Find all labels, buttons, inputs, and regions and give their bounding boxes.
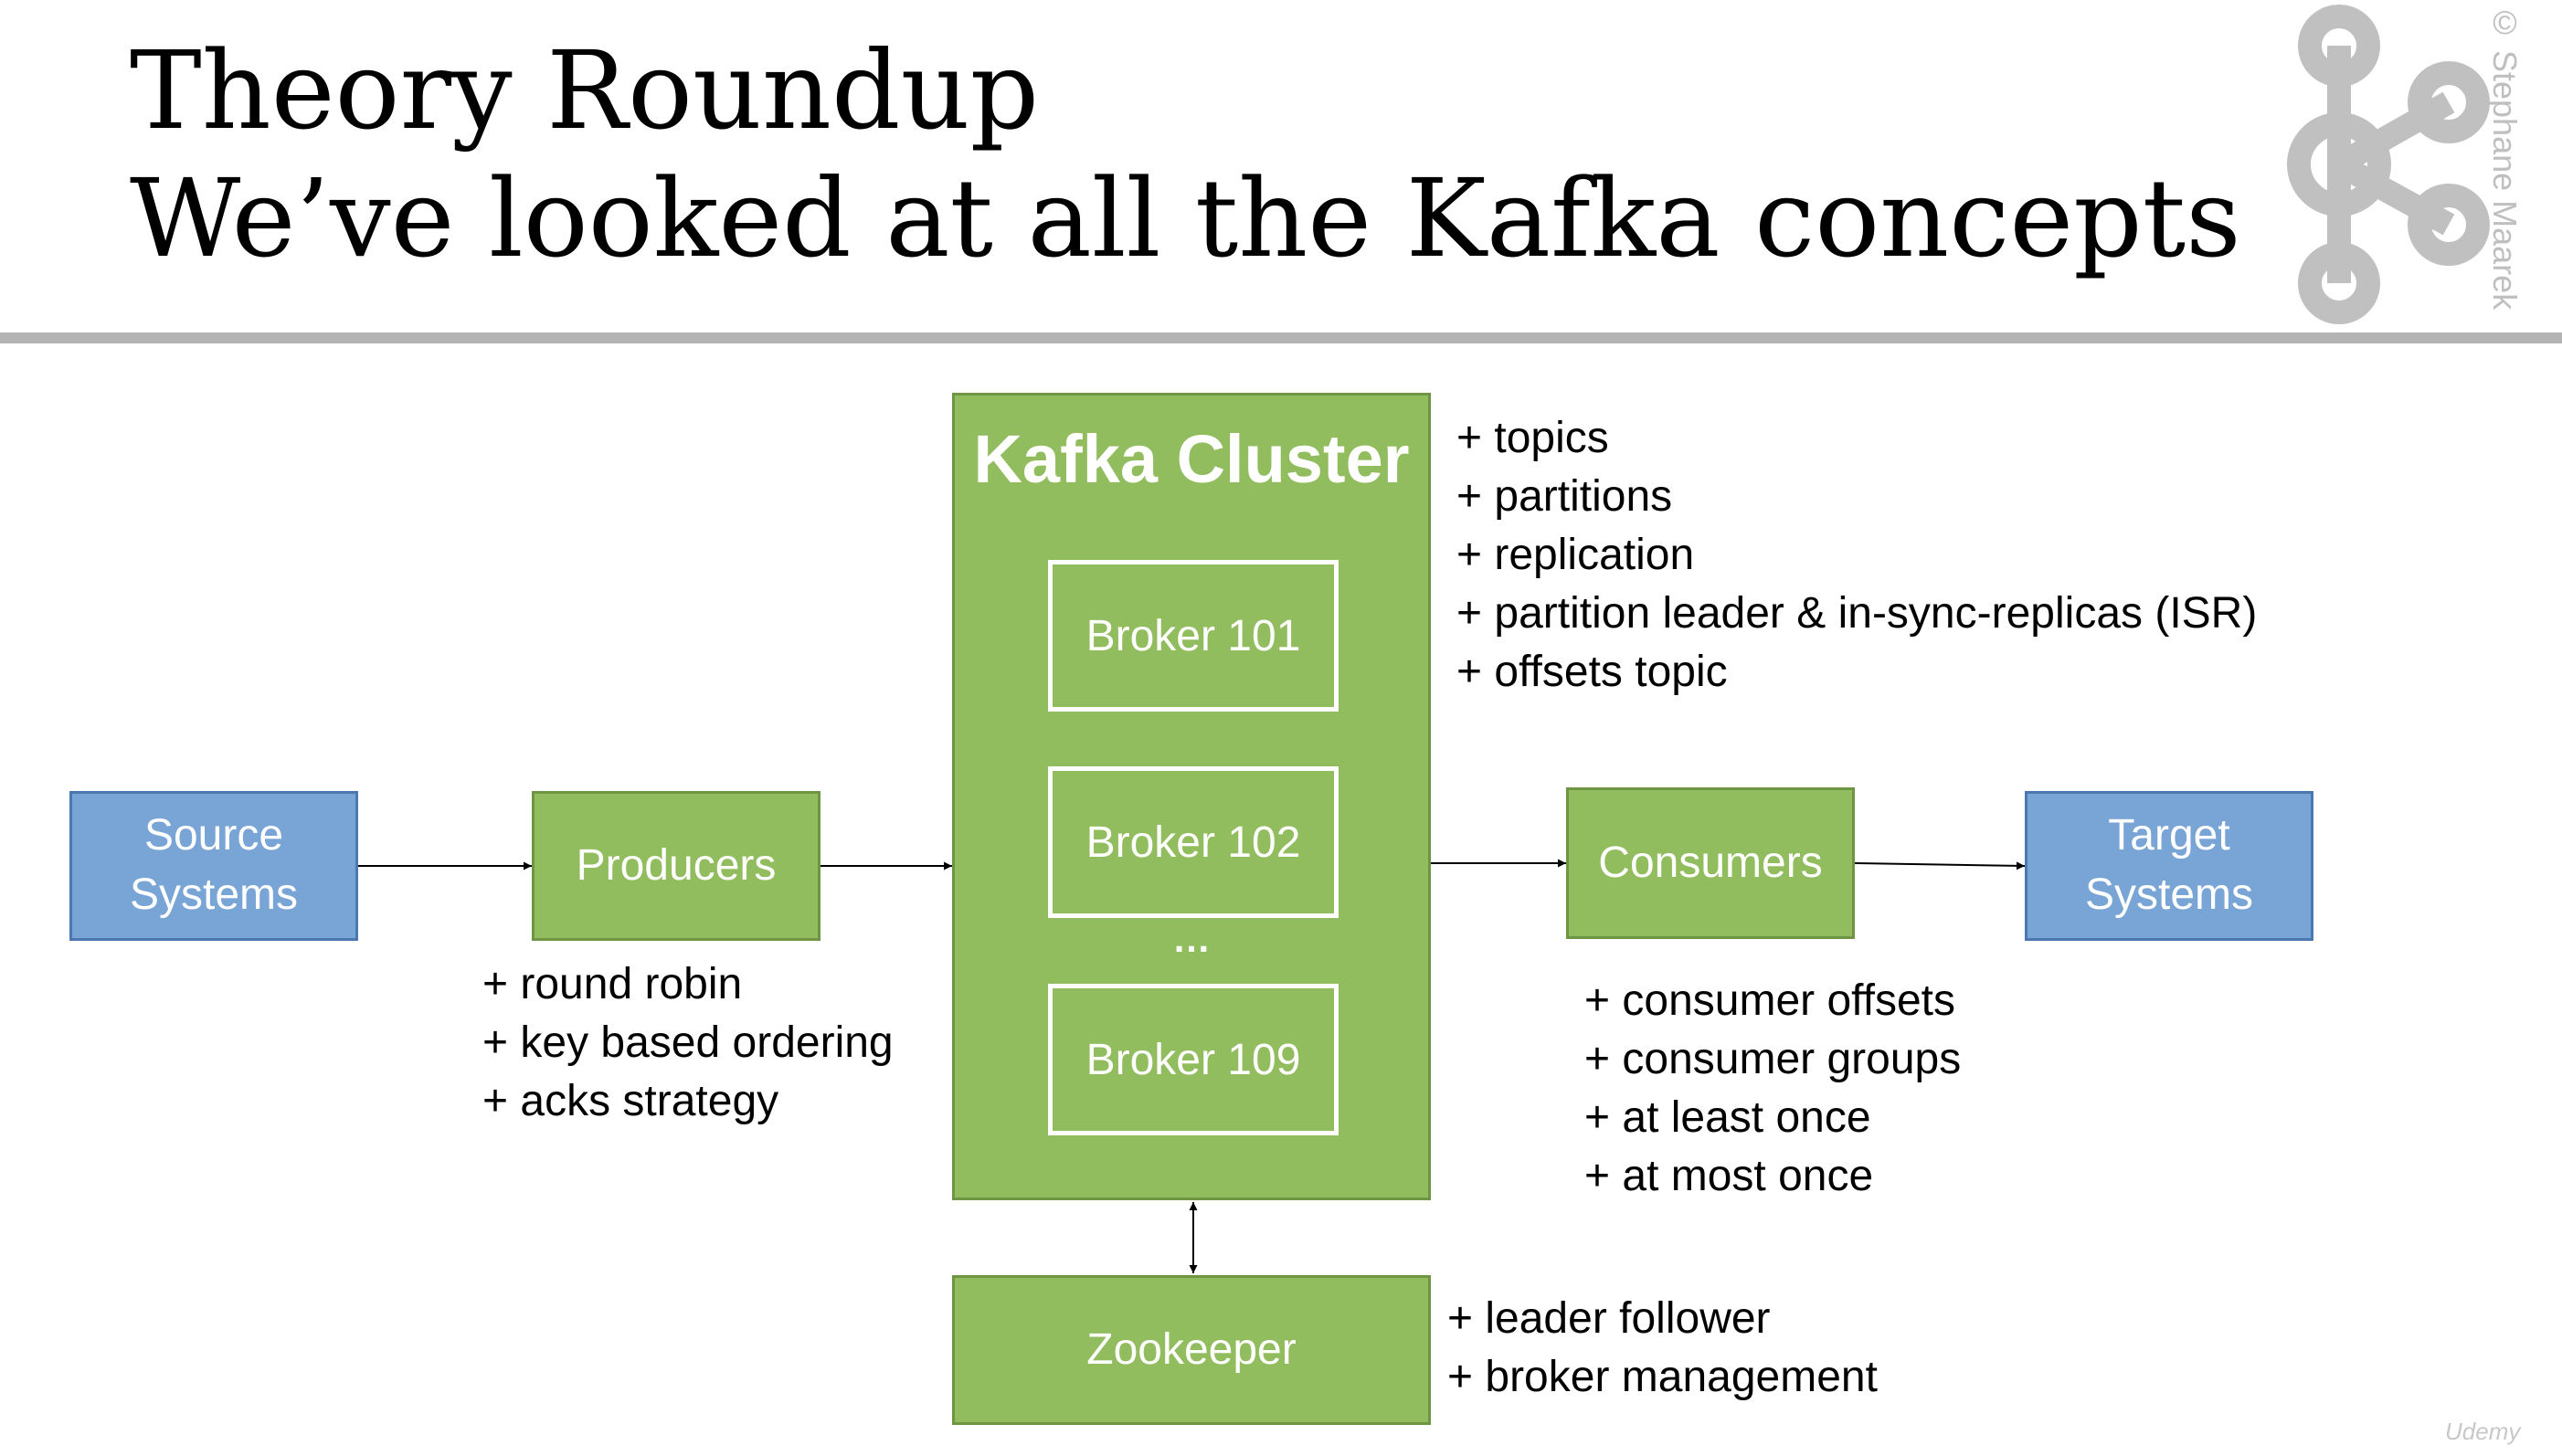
target-systems-box: Target Systems — [2025, 791, 2313, 941]
broker-box: Broker 109 — [1048, 984, 1339, 1135]
note-item: + key based ordering — [482, 1018, 894, 1067]
producers-box: Producers — [532, 791, 820, 941]
zookeeper-box: Zookeeper — [952, 1275, 1431, 1425]
note-item: + at most once — [1584, 1152, 1874, 1200]
zookeeper-notes — [1447, 1290, 1878, 1407]
note-item: + at least once — [1584, 1093, 1871, 1142]
arrow-consumers-to-target — [1855, 863, 2025, 866]
note-item: + consumer offsets — [1584, 976, 1955, 1025]
note-item: + broker management — [1447, 1353, 1878, 1401]
note-item: + consumer groups — [1584, 1035, 1962, 1083]
broker-ellipsis: … — [1172, 917, 1211, 960]
note-item: + topics — [1456, 414, 1609, 462]
broker-box: Broker 102 — [1048, 766, 1339, 918]
broker-box: Broker 101 — [1048, 560, 1339, 712]
consumer-notes — [1584, 972, 1961, 1206]
source-systems-box: Source Systems — [69, 791, 358, 941]
consumers-box: Consumers — [1566, 787, 1855, 939]
kafka-cluster-title: Kafka Cluster — [973, 421, 1410, 497]
note-item: + acks strategy — [482, 1077, 779, 1125]
note-item: + leader follower — [1447, 1294, 1771, 1343]
page-title: Theory Roundup — [130, 27, 1040, 153]
note-item: + round robin — [482, 960, 743, 1008]
udemy-badge: Udemy — [2445, 1418, 2521, 1445]
copyright-watermark: © Stephane Maarek — [2486, 4, 2524, 311]
note-item: + partition leader & in-sync-replicas (ISR) — [1456, 589, 2258, 638]
note-item: + partitions — [1456, 472, 1673, 521]
note-item: + replication — [1456, 531, 1695, 579]
producer-notes — [482, 955, 894, 1131]
kafka-cluster-box — [952, 393, 1431, 1200]
cluster-notes — [1456, 409, 2257, 702]
page-subtitle: We’ve looked at all the Kafka concepts — [130, 155, 2241, 281]
note-item: + offsets topic — [1456, 648, 1728, 696]
